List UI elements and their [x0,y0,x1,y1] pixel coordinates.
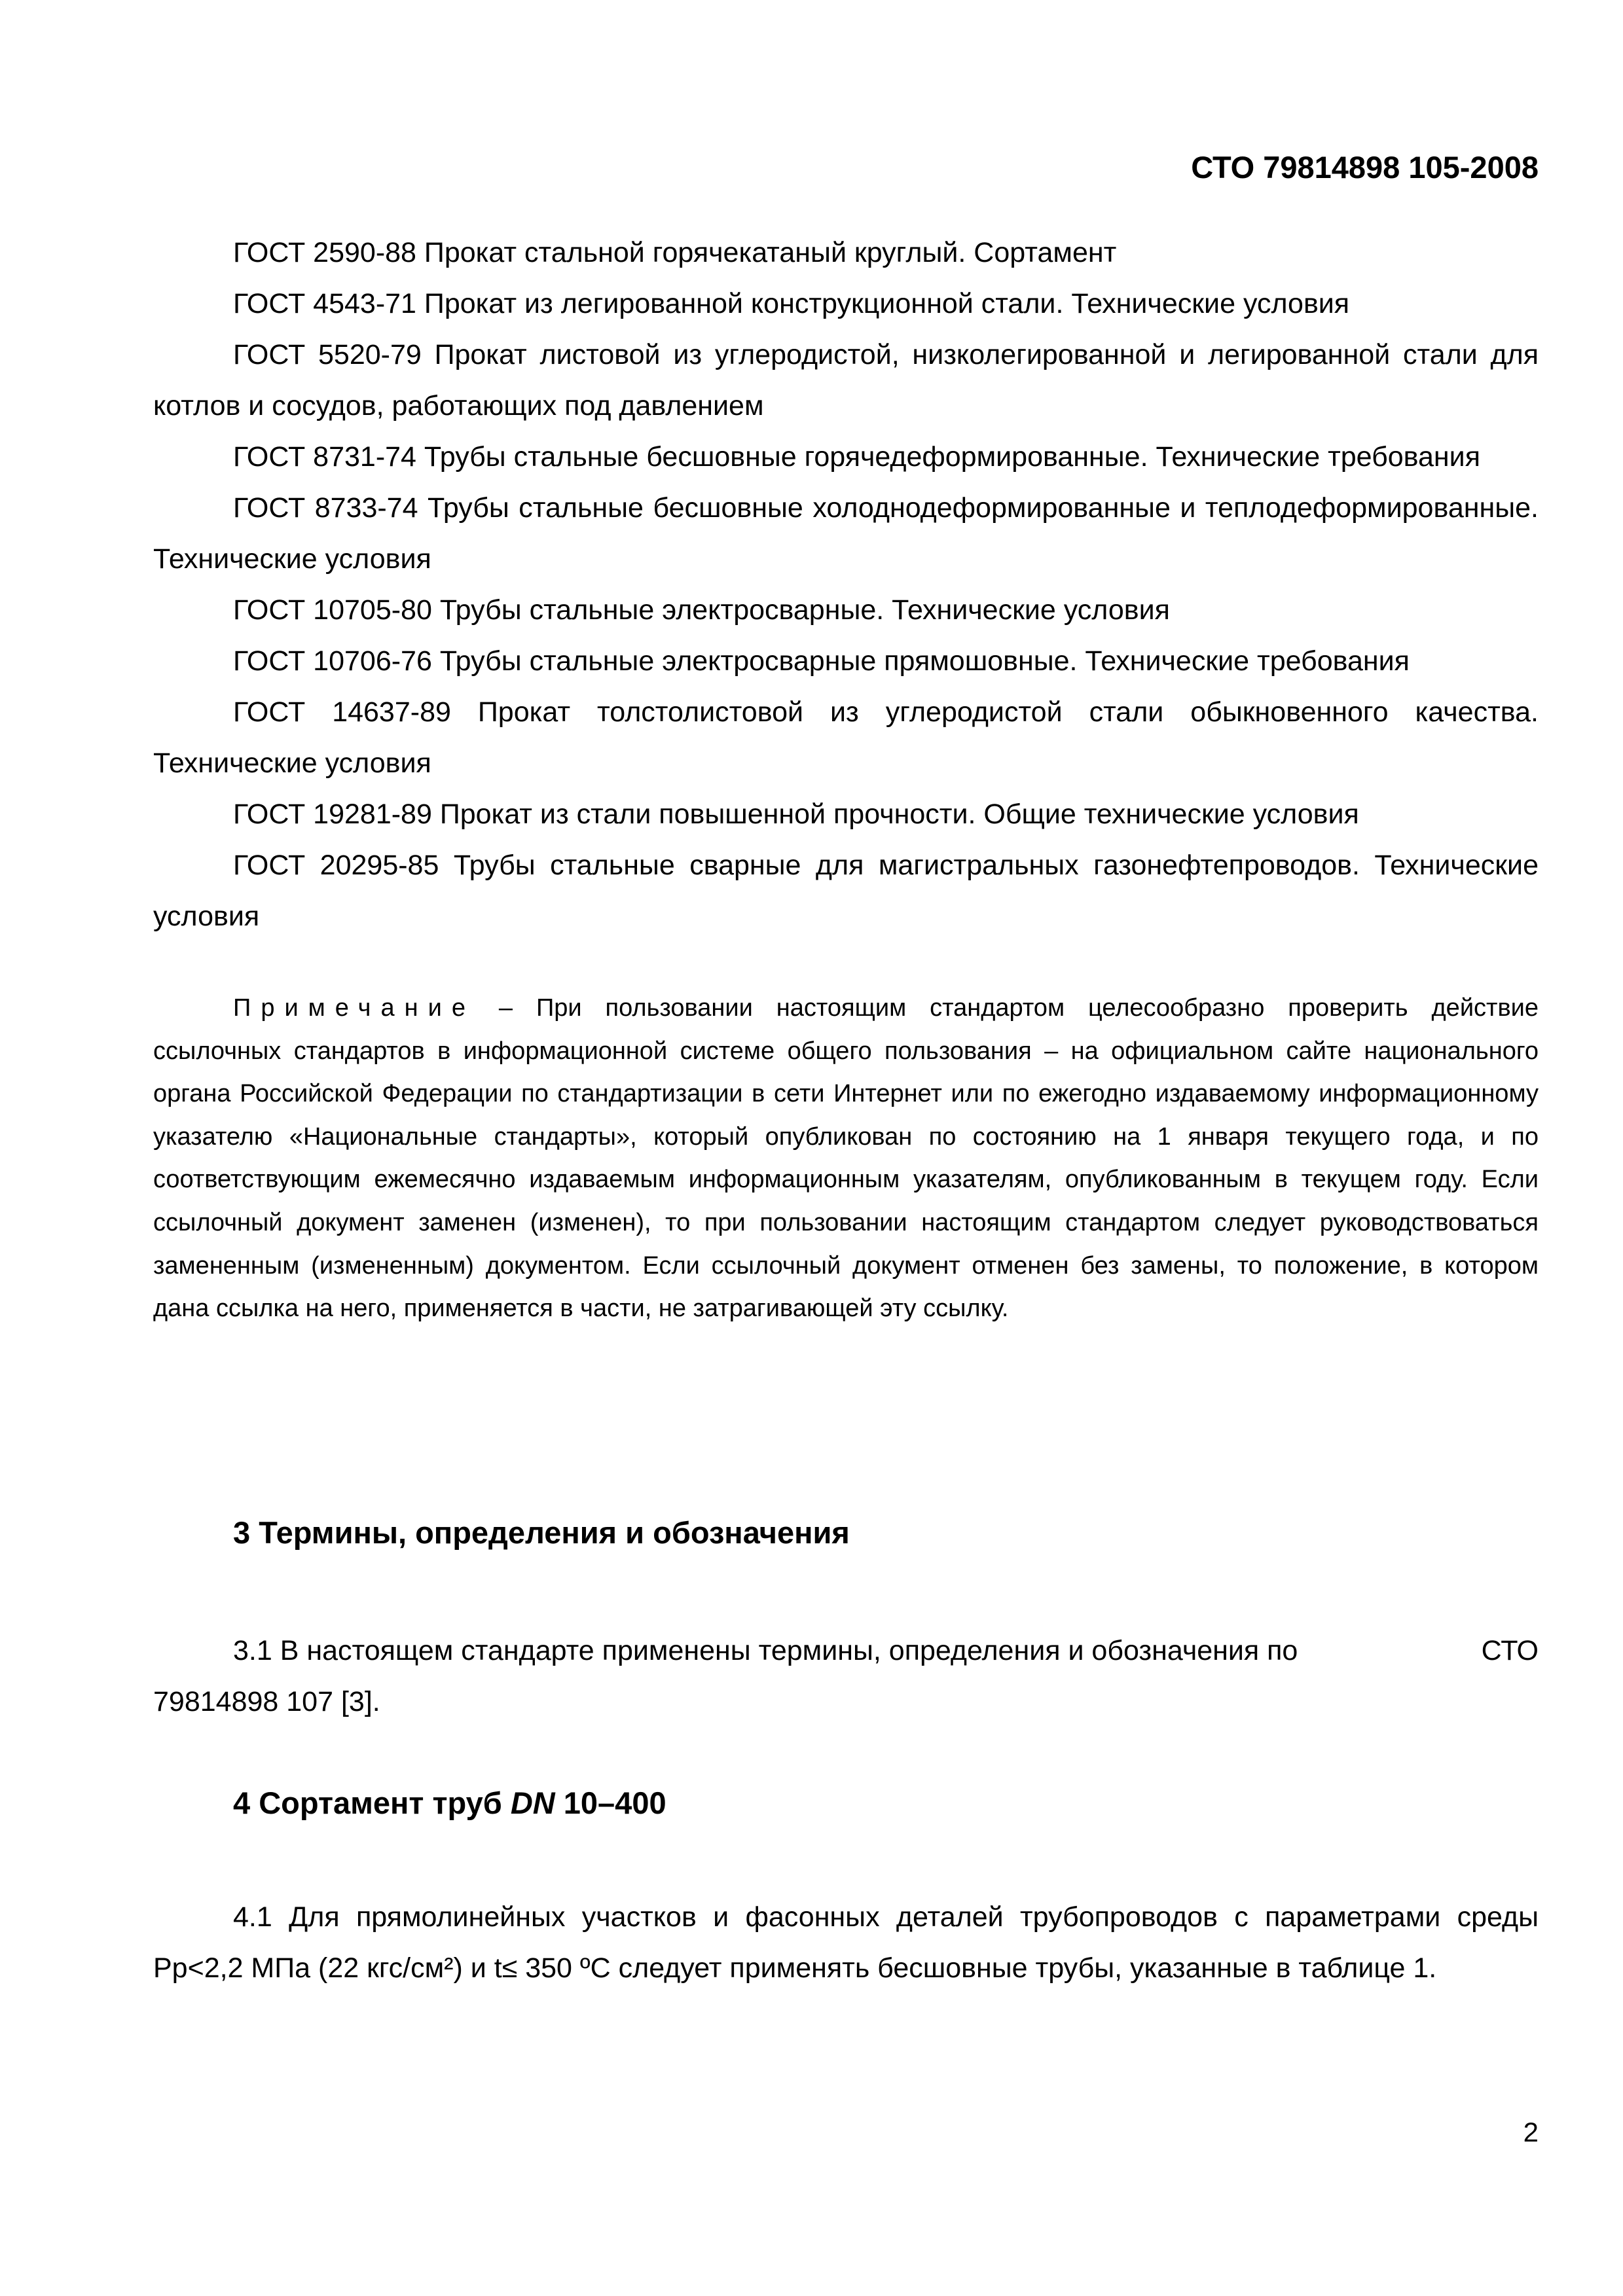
section-3-heading: 3 Термины, определения и обозначения [233,1515,850,1550]
section-4-heading [233,1787,666,1818]
section-4-heading-dn: DN [510,1785,555,1820]
reference-item: ГОСТ 5520-79 Прокат листовой из углеродистой, низколегированной и легированной стали для котлов и сосудов, работающих под давлением [153,339,1539,422]
reference-item: ГОСТ 14637-89 Прокат толстолистовой из углеродистой стали обыкновенного качества. Технические условия [153,696,1539,779]
reference-list [153,227,1539,942]
section-3-1-text-cont: 79814898 107 [3]. [153,1686,380,1717]
note-label: Примечание [233,994,475,1022]
section-3-1-text: 3.1 В настоящем стандарте применены термины, определения и обозначения по [233,1635,1298,1666]
reference-item: ГОСТ 20295-85 Трубы стальные сварные для магистральных газонефтепроводов. Технические условия [153,850,1539,932]
section-4-heading-suffix: 10–400 [555,1785,666,1820]
section-3-1-text-end: СТО [1481,1635,1539,1666]
note-text: – При пользовании настоящим стандартом целесообразно проверить действие ссылочных стандартов в информационной системе общего пользования – на официальном сайте национального органа Российской Федерации по стандартизации в сети Интернет или по ежегодно издаваемому информационному указателю «Национальные стандарты», который опубликован по состоянию на 1 января текущего года, и по соответствующим ежемесячно издаваемым информационным указателям, опубликованным в текущем году. Если ссылочный документ заменен (изменен), то при пользовании настоящим стандартом следует руководствоваться замененным (измененным) документом. Если ссылочный документ отменен без замены, то положение, в котором дана ссылка на него, применяется в части, не затрагивающей эту ссылку. [153,994,1539,1323]
reference-item: ГОСТ 10706-76 Трубы стальные электросварные прямошовные. Технические требования [233,645,1410,677]
reference-item: ГОСТ 8733-74 Трубы стальные бесшовные холоднодеформированные и теплодеформированные. Технические условия [153,492,1539,575]
reference-item: ГОСТ 2590-88 Прокат стальной горячекатаный круглый. Сортамент [233,237,1117,268]
reference-item: ГОСТ 8731-74 Трубы стальные бесшовные горячедеформированные. Технические требования [233,441,1480,473]
section-4-heading-prefix: 4 Сортамент труб [233,1785,511,1820]
reference-item: ГОСТ 19281-89 Прокат из стали повышенной прочности. Общие технические условия [233,798,1359,830]
section-3-1-paragraph [153,1625,1539,1727]
reference-item: ГОСТ 4543-71 Прокат из легированной конструкционной стали. Технические условия [233,288,1350,319]
page-number: 2 [1523,2117,1539,2147]
section-4-1-paragraph: 4.1 Для прямолинейных участков и фасонных деталей трубопроводов с параметрами среды Рр<2,2 МПа (22 кгс/см²) и t≤ 350 ºС следует применять бесшовные трубы, указанные в таблице 1. [153,1901,1539,1984]
reference-item: ГОСТ 10705-80 Трубы стальные электросварные. Технические условия [233,594,1170,626]
document-number: СТО 79814898 105-2008 [1191,150,1539,185]
note-paragraph [153,987,1539,1331]
